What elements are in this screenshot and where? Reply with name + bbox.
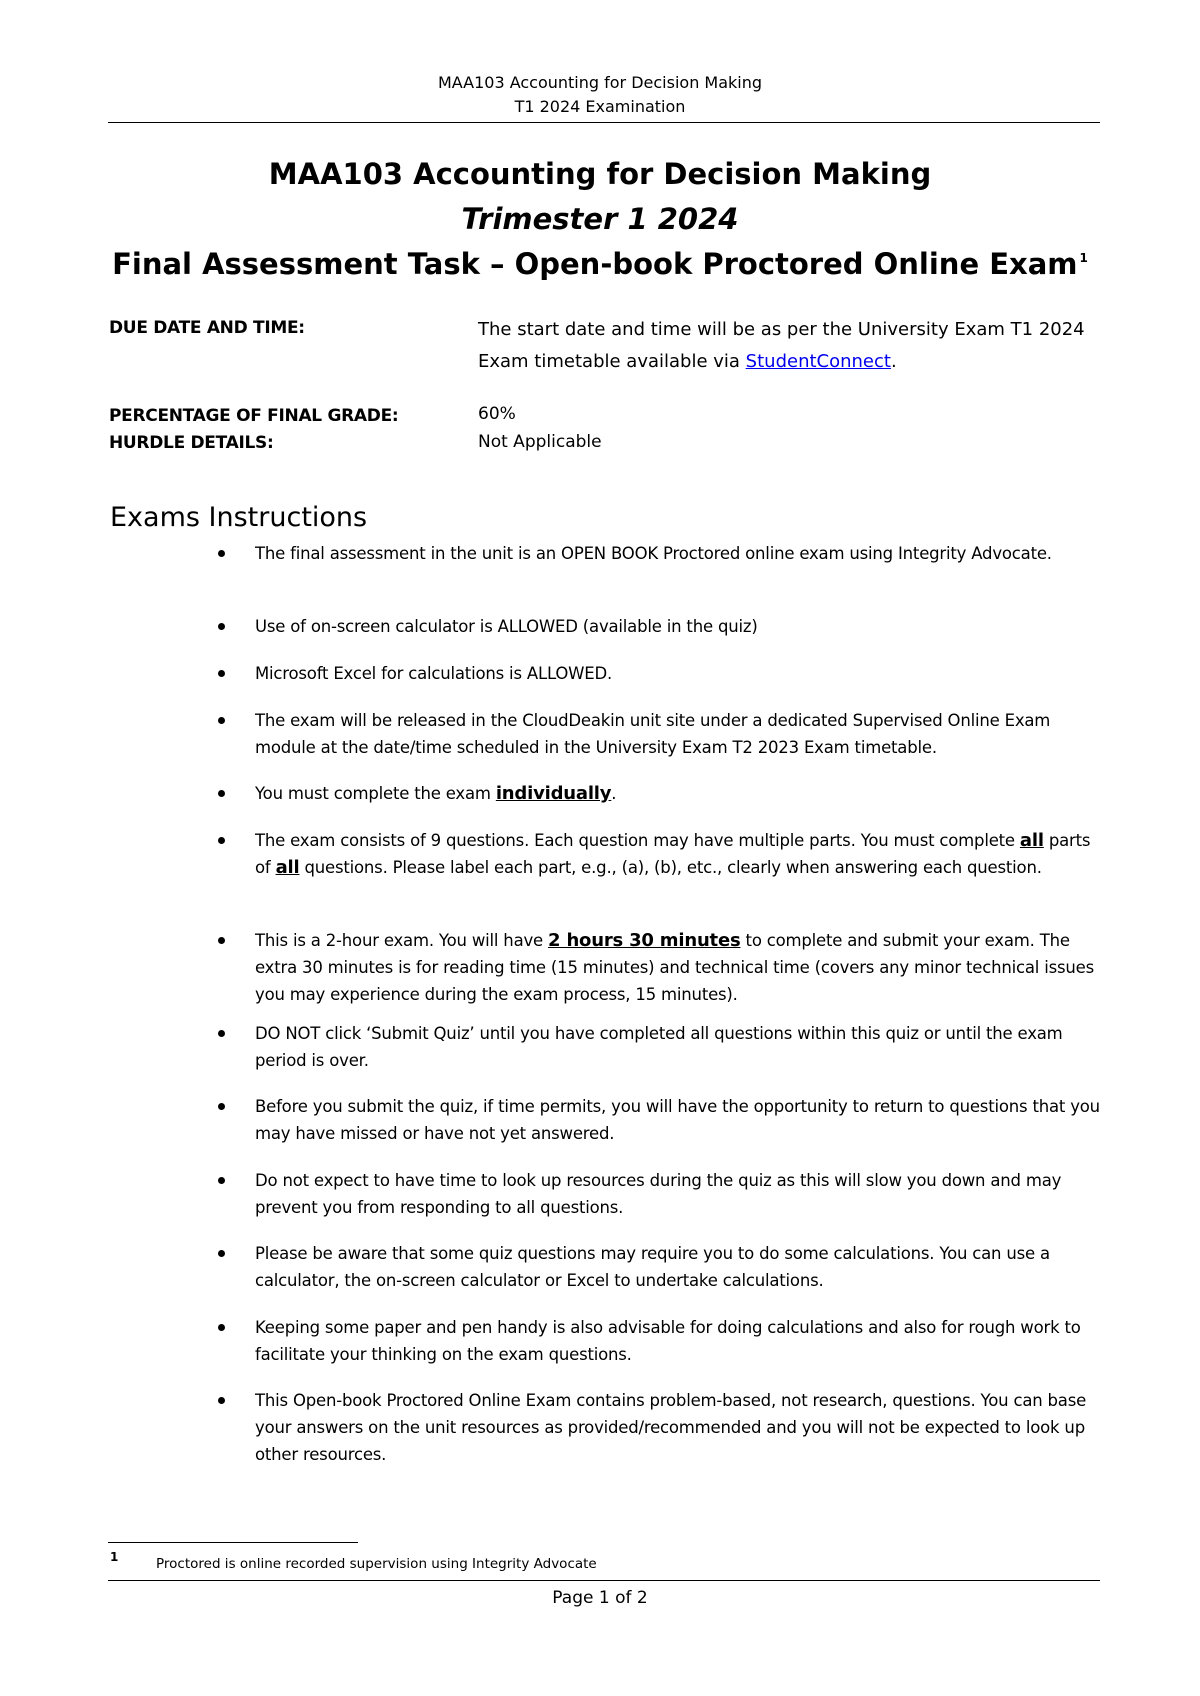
list-item-text: This Open-book Proctored Online Exam contains problem-based, not research, questions. You can base your answers on the unit resources as provided/recommended and you will not be expected to look up other resources.	[255, 1391, 1087, 1464]
bullet-icon	[218, 1103, 225, 1110]
header-rule	[108, 122, 1100, 123]
list-item-text	[255, 927, 1100, 1008]
text-segment: questions. Please label each part, e.g., (a), (b), etc., clearly when answering each question.	[299, 858, 1042, 877]
emphasis-text: 2 hours 30 minutes	[548, 930, 741, 951]
document-subtitle-trimester: Trimester 1 2024	[461, 202, 739, 236]
emphasis-text: all	[275, 857, 300, 878]
running-header-line2: T1 2024 Examination	[514, 97, 686, 116]
text-segment: .	[611, 784, 617, 803]
list-item-text: DO NOT click ‘Submit Quiz’ until you have completed all questions within this quiz or until the exam period is over.	[255, 1024, 1063, 1070]
emphasis-text: individually	[495, 783, 612, 804]
list-item-text	[255, 827, 1100, 881]
bullet-icon	[218, 1177, 225, 1184]
list-item-text: Please be aware that some quiz questions may require you to do some calculations. You can use a calculator, the on-screen calculator or Excel to undertake calculations.	[255, 1244, 1050, 1290]
bullet-icon	[218, 550, 225, 557]
text-segment: parts of	[255, 831, 1091, 877]
list-item-text: Microsoft Excel for calculations is ALLOWED.	[255, 664, 613, 683]
due-date-value	[478, 314, 1098, 378]
due-date-text: The start date and time will be as per the University Exam T1 2024 Exam timetable available via	[478, 319, 1085, 372]
list-item-text: Keeping some paper and pen handy is also advisable for doing calculations and also for rough work to facilitate your thinking on the exam questions.	[255, 1318, 1081, 1364]
text-segment: You must complete the exam	[255, 784, 496, 803]
bullet-icon	[218, 1324, 225, 1331]
percentage-label: PERCENTAGE OF FINAL GRADE:	[109, 406, 399, 426]
running-header-line1: MAA103 Accounting for Decision Making	[437, 73, 763, 92]
list-item-text: Before you submit the quiz, if time permits, you will have the opportunity to return to questions that you may have missed or have not yet answered.	[255, 1097, 1100, 1143]
bullet-icon	[218, 623, 225, 630]
list-item-text: The final assessment in the unit is an OPEN BOOK Proctored online exam using Integrity Advocate.	[255, 544, 1052, 563]
bullet-icon	[218, 790, 225, 797]
bullet-icon	[218, 717, 225, 724]
hurdle-label: HURDLE DETAILS:	[109, 433, 274, 453]
text-segment: This is a 2-hour exam. You will have	[255, 931, 549, 950]
bullet-icon	[218, 1250, 225, 1257]
list-item-text: The exam will be released in the CloudDeakin unit site under a dedicated Supervised Online Exam module at the date/time scheduled in the University Exam T2 2023 Exam timetable.	[255, 711, 1051, 757]
bullet-icon	[218, 837, 225, 844]
page-number: Page 1 of 2	[552, 1588, 648, 1608]
text-segment: to complete and submit your exam. The extra 30 minutes is for reading time (15 minutes) and technical time (covers any minor technical issues you may experience during the exam process, 15 minutes).	[255, 931, 1095, 1004]
assessment-title-text: Final Assessment Task – Open-book Proctored Online Exam	[112, 247, 1078, 281]
due-date-period: .	[890, 351, 897, 372]
footnote-reference: 1	[1079, 251, 1088, 265]
list-item-text: Use of on-screen calculator is ALLOWED (available in the quiz)	[255, 617, 758, 636]
footnote-text: Proctored is online recorded supervision using Integrity Advocate	[156, 1556, 597, 1572]
bullet-icon	[218, 1397, 225, 1404]
text-segment: The exam consists of 9 questions. Each question may have multiple parts. You must complete	[255, 831, 1020, 850]
list-item-text	[255, 780, 1100, 807]
bullet-icon	[218, 937, 225, 944]
studentconnect-link[interactable]: StudentConnect	[745, 351, 891, 372]
document-title: MAA103 Accounting for Decision Making	[268, 157, 932, 191]
bullet-icon	[218, 670, 225, 677]
footnote-mark: 1	[110, 1550, 119, 1564]
emphasis-text: all	[1019, 830, 1044, 851]
percentage-value: 60%	[478, 404, 516, 424]
bullet-icon	[218, 1030, 225, 1037]
section-heading: Exams Instructions	[110, 502, 368, 533]
due-date-label: DUE DATE AND TIME:	[109, 318, 305, 338]
list-item-text: Do not expect to have time to look up resources during the quiz as this will slow you down and may prevent you from responding to all questions.	[255, 1171, 1062, 1217]
footer-rule	[108, 1580, 1100, 1581]
footnote-separator	[108, 1542, 358, 1543]
hurdle-value: Not Applicable	[478, 432, 602, 452]
document-subtitle-assessment	[0, 245, 1200, 289]
